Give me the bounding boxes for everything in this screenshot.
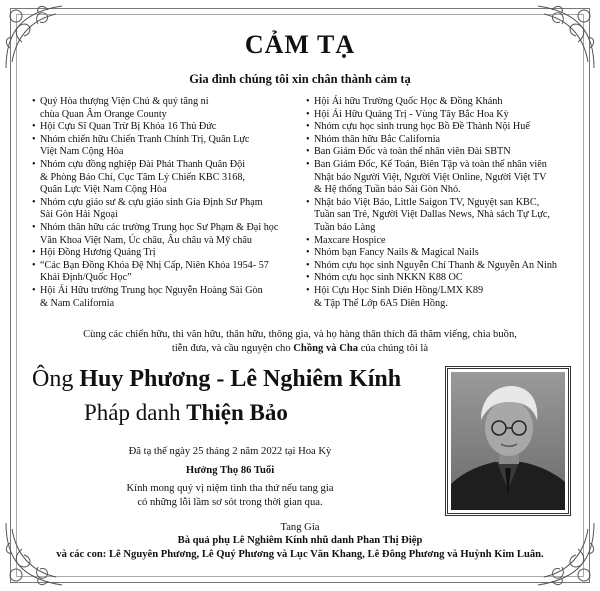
mourning-family-label: Tang Gia [280, 522, 320, 533]
thanks-list-item [306, 247, 574, 260]
thanks-list-item-line: Tuần san Trẻ, Người Việt Dallas News, Nhà sách Tự Lực, [314, 209, 550, 221]
thanks-list-item-line: • Quý Hòa thượng Viện Chủ & quý tăng ni [40, 96, 209, 107]
dharma-prefix: Pháp danh [84, 400, 187, 425]
thanks-list-item-line: & Phòng Báo Chí, Cục Tâm Lý Chiến KBC 3168, [40, 171, 245, 183]
thanks-list-item [32, 159, 290, 197]
thanks-list-item-line: • Nhóm chiến hữu Chiến Tranh Chính Trị, Quân Lực [40, 133, 250, 145]
thanks-list-item [306, 285, 574, 310]
thanks-list-item [32, 222, 290, 247]
thanks-line-2-bold: Chồng và Cha [293, 343, 359, 354]
death-date: Đã tạ thế ngày 25 tháng 2 năm 2022 tại Hoa Kỳ [128, 446, 332, 457]
dharma-name [84, 400, 288, 426]
thanks-list-right [306, 96, 574, 310]
thanks-list-item-line: & Hệ thống Tuần báo Sài Gòn Nhỏ. [314, 184, 461, 196]
thanks-line-2-post: của chúng tôi là [358, 343, 429, 354]
thanks-list-item-line: • Nhóm thân hữu Bắc California [314, 133, 441, 145]
thanks-list-item [32, 121, 290, 134]
thanks-list-item [306, 146, 574, 159]
thanks-list-item-line: • Nhật báo Việt Báo, Little Saigon TV, Nguyệt san KBC, [314, 196, 540, 208]
name-prefix: Ông [32, 366, 80, 392]
thanks-list-item [32, 285, 290, 310]
thanks-list-item-line: • Nhóm cựu học sinh trung học Bồ Đề Thành Nội Huế [314, 121, 530, 133]
forgiveness-request-line-1: Kính mong quý vị niệm tình tha thứ nếu tang gia [126, 483, 334, 494]
thanks-list-item [306, 260, 574, 273]
thanks-list-item [306, 121, 574, 134]
thanks-list-item [306, 197, 574, 235]
page-title: CẢM TẠ [244, 30, 356, 59]
thanks-list-item-line: Văn Khoa Việt Nam, Úc châu, Âu châu và Mỹ châu [40, 234, 252, 246]
thanks-list-item [306, 272, 574, 285]
thanks-list-item [306, 109, 574, 122]
thanks-list-item-line: • Nhóm cựu học sinh Nguyễn Chí Thanh & Nguyễn An Ninh [314, 259, 558, 271]
thanks-list-item [32, 247, 290, 260]
thanks-list-item-line: • Nhóm bạn Fancy Nails & Magical Nails [314, 247, 479, 259]
thanks-list-item [306, 159, 574, 197]
portrait-photo-frame [445, 366, 571, 516]
thanks-list-item-line: Khải Định/Quốc Học” [40, 272, 132, 284]
thanks-list-item-line: Nhật báo Người Việt, Người Việt Online, Người Việt TV [314, 171, 547, 183]
thanks-line-2-pre: tiễn đưa, và cầu nguyện cho [171, 343, 294, 354]
forgiveness-request-line-2: có những lỗi lầm sơ sót trong thời gian qua. [137, 497, 323, 508]
thanks-list-item-line: • Hội Đồng Hương Quảng Trị [40, 247, 156, 259]
thanks-list-item-line: • Nhóm cựu giáo sư & cựu giáo sinh Gia Định Sư Phạm [40, 196, 263, 208]
thanks-line-2 [40, 342, 560, 356]
thanks-list-item [32, 96, 290, 121]
thanks-list-item-line: chùa Quan Âm Orange County [40, 108, 167, 120]
thanks-line-1: Cùng các chiến hữu, thi văn hữu, thân hữu, thông gia, và họ hàng thân thích đã thăm viếng, chia buồn, [83, 329, 517, 340]
name-bold: Huy Phương - Lê Nghiêm Kính [79, 366, 402, 392]
thanks-list-left [32, 96, 290, 310]
thanks-list-item-line: Quân Lực Việt Nam Cộng Hòa [40, 184, 167, 196]
thanks-list-item-line: • Hội Cựu Sĩ Quan Trừ Bị Khóa 16 Thủ Đức [40, 121, 217, 133]
thanks-list-item [32, 260, 290, 285]
thanks-list-item-line: • Ban Giám Đốc và toàn thể nhân viên Đài SBTN [314, 146, 511, 158]
thanks-list-item [32, 134, 290, 159]
thanks-paragraph [40, 328, 560, 356]
page-subtitle: Gia đình chúng tôi xin chân thành cảm tạ [189, 72, 411, 86]
thanks-list-item-line: • Ban Giám Đốc, Kế Toán, Biên Tập và toàn thể nhân viên [314, 158, 547, 170]
age-at-death: Hưởng Thọ 86 Tuổi [185, 465, 275, 476]
portrait-photo [451, 372, 565, 510]
thanks-list-item-line: • Hội Cựu Học Sinh Diên Hồng/LMX K89 [314, 284, 484, 296]
thanks-list-item-line: & Tập Thể Lớp 6A5 Diên Hồng. [314, 297, 448, 309]
thanks-list-item-line: • Hội Ái Hữu trường Trung học Nguyễn Hoàng Sài Gòn [40, 284, 263, 296]
deceased-name [32, 366, 401, 393]
thanks-list-item-line: • Nhóm cựu đồng nghiệp Đài Phát Thanh Quân Đội [40, 158, 246, 170]
thanks-list-item [32, 197, 290, 222]
spouse-line: Bà quả phụ Lê Nghiêm Kính nhũ danh Phan Thị Điệp [177, 535, 423, 546]
thanks-list-item-line: & Nam California [40, 297, 115, 309]
thanks-list-item-line: • Nhóm cựu học sinh NKKN K88 OC [314, 272, 463, 284]
thanks-list-item [306, 134, 574, 147]
thanks-list-item-line: • Hội Ái Hữu Quảng Trị - Vùng Tây Bắc Hoa Kỳ [314, 108, 509, 120]
dharma-bold: Thiện Bảo [186, 400, 288, 425]
thanks-list-item-line: • Hội Ái hữu Trường Quốc Học & Đồng Khánh [314, 96, 503, 107]
thanks-list-item-line: • “Các Bạn Đồng Khóa Đệ Nhị Cấp, Niên Khóa 1954- 57 [40, 259, 269, 271]
thanks-list-item-line: Việt Nam Cộng Hòa [40, 146, 124, 158]
thanks-list-item-line: • Maxcare Hospice [314, 234, 386, 246]
children-line: và các con: Lê Nguyên Phương, Lê Quý Phương và Lục Văn Khang, Lê Đông Phương và Huỳnh Kim Luân. [56, 549, 544, 560]
thanks-list-item [306, 235, 574, 248]
thanks-list-item [306, 96, 574, 109]
thanks-list-item-line: • Nhóm thân hữu các trường Trung học Sư Phạm & Đại học [40, 221, 279, 233]
thanks-list-item-line: Sài Gòn Hải Ngoại [40, 209, 118, 221]
thanks-list-item-line: Tuần báo Làng [314, 221, 376, 233]
